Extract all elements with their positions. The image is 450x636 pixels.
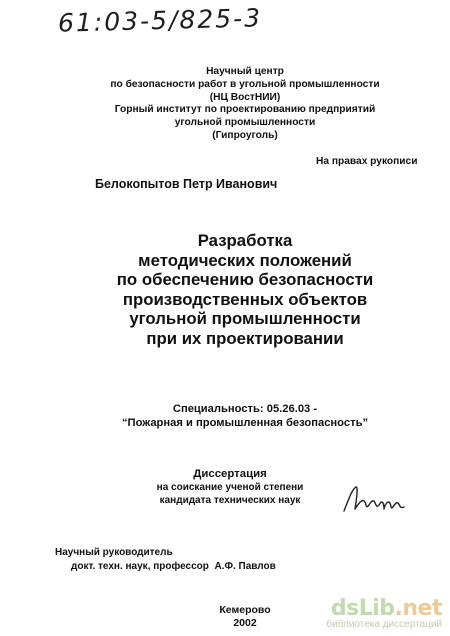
author-name: Белокопытов Петр Иванович: [95, 177, 278, 191]
supervisor-name: докт. техн. наук, профессор А.Ф. Павлов: [71, 561, 276, 572]
document-kind: Диссертация: [193, 468, 267, 480]
rights-label: На правах рукописи: [316, 156, 418, 167]
watermark: [326, 596, 442, 630]
watermark-logo-main: dsLib: [330, 596, 395, 621]
org-line: угольной промышленности: [174, 117, 316, 129]
degree-line: кандидата технических наук: [159, 494, 301, 506]
handwritten-signature: [340, 483, 410, 517]
city: Кемерово: [219, 604, 271, 616]
thesis-title: [20, 231, 450, 349]
watermark-logo: [326, 596, 442, 621]
archive-stamp-number: 61:03-5/825-3: [57, 3, 263, 38]
year: 2002: [233, 617, 257, 629]
org-line: Горный институт по проектированию предприятий: [114, 104, 376, 116]
title-line: Разработка: [197, 231, 293, 250]
title-line: угольной промышленности: [129, 309, 361, 329]
supervisor-title: Научный руководитель: [55, 547, 173, 558]
specialty-name: “Пожарная и промышленная безопасность”: [121, 417, 369, 429]
title-line: производственных объектов: [122, 289, 368, 309]
org-line: (Гипроуголь): [212, 129, 278, 141]
org-line: по безопасности работ в угольной промышленности: [110, 78, 380, 90]
specialty-block: [20, 402, 450, 430]
title-line: методических положений: [138, 250, 352, 270]
org-line: (НЦ ВостНИИ): [209, 91, 281, 103]
watermark-subtitle: библиотека диссертаций: [326, 619, 442, 630]
title-line: по обеспечению безопасности: [116, 270, 374, 290]
title-line: при их проектировании: [146, 328, 344, 348]
specialty-code: Специальность: 05.26.03 -: [172, 403, 318, 415]
org-line: Научный центр: [206, 66, 284, 77]
organization-block: [20, 66, 450, 143]
watermark-logo-domain: .net: [394, 596, 442, 621]
degree-line: на соискание ученой степени: [156, 482, 304, 493]
